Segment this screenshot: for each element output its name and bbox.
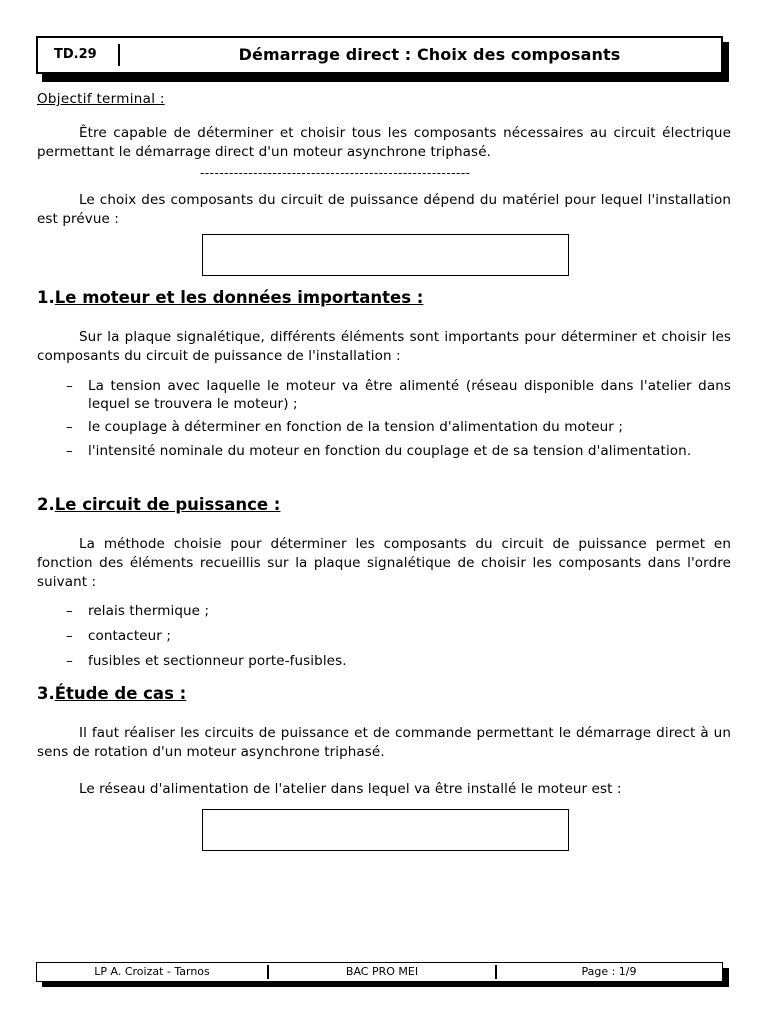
answer-box-reseau[interactable] [202,809,569,851]
page-title: Démarrage direct : Choix des composants [238,45,621,64]
bullet-dash: – [66,628,73,644]
section-2-list [66,602,731,670]
list-item-text: relais thermique ; [88,603,210,619]
section-3-reseau: Le réseau d'alimentation de l'atelier dans lequel va être installé le moteur est : [79,781,622,797]
objectif-text-2: Le choix des composants du circuit de puissance dépend du matériel pour lequel l'installation est prévue : [37,192,731,227]
list-item [66,442,731,460]
section-3-title-text: Étude de cas : [54,684,187,703]
bullet-dash: – [66,443,73,459]
list-item [66,652,731,670]
list-item-text: contacteur ; [88,628,171,644]
bullet-dash: – [66,603,73,619]
section-2-number: 2. [37,495,55,514]
bullet-dash: – [66,378,73,394]
section-2-intro: La méthode choisie pour déterminer les composants du circuit de puissance permet en fonction des éléments recueillis sur la plaque signalétique de choisir les composants dans l'ordre suivant : [37,536,731,590]
objectif-heading: Objectif terminal : [37,91,165,107]
footer-course: BAC PRO MEI [345,965,419,978]
section-1-title [37,288,423,307]
section-1-intro: Sur la plaque signalétique, différents éléments sont importants pour déterminer et choisir les composants du circuit de puissance de l'installation : [37,329,731,364]
footer-box [36,962,723,982]
list-item-text: l'intensité nominale du moteur en fonction du couplage et de sa tension d'alimentation. [88,443,692,459]
answer-box-installation[interactable] [202,234,569,276]
header-divider [118,44,120,66]
footer-page-number: Page : 1/9 [581,965,637,978]
section-1-number: 1. [37,288,55,307]
header-box [36,36,723,74]
section-3-title [37,684,186,703]
bullet-dash: – [66,419,73,435]
list-item [66,418,731,436]
dashed-separator: -------------------------------------------------------- [200,166,471,180]
footer-school: LP A. Croizat - Tarnos [94,965,210,978]
section-1-title-text: Le moteur et les données importantes : [54,288,424,307]
section-2-title-text: Le circuit de puissance : [54,495,281,514]
bullet-dash: – [66,653,73,669]
list-item-text: La tension avec laquelle le moteur va être alimenté (réseau disponible dans l'atelier dans lequel se trouvera le moteur) ; [88,378,731,412]
section-2-title [37,495,280,514]
section-3-number: 3. [37,684,55,703]
list-item-text: fusibles et sectionneur porte-fusibles. [88,653,347,669]
objectif-text: Être capable de déterminer et choisir tous les composants nécessaires au circuit électrique permettant le démarrage direct d'un moteur asynchrone triphasé. [37,125,731,160]
list-item [66,602,731,620]
td-code: TD.29 [54,47,97,62]
list-item [66,377,731,413]
list-item [66,627,731,645]
list-item-text: le couplage à déterminer en fonction de la tension d'alimentation du moteur ; [88,419,623,435]
section-3-intro: Il faut réaliser les circuits de puissance et de commande permettant le démarrage direct à un sens de rotation d'un moteur asynchrone triphasé. [37,725,731,760]
section-1-list [66,377,731,460]
